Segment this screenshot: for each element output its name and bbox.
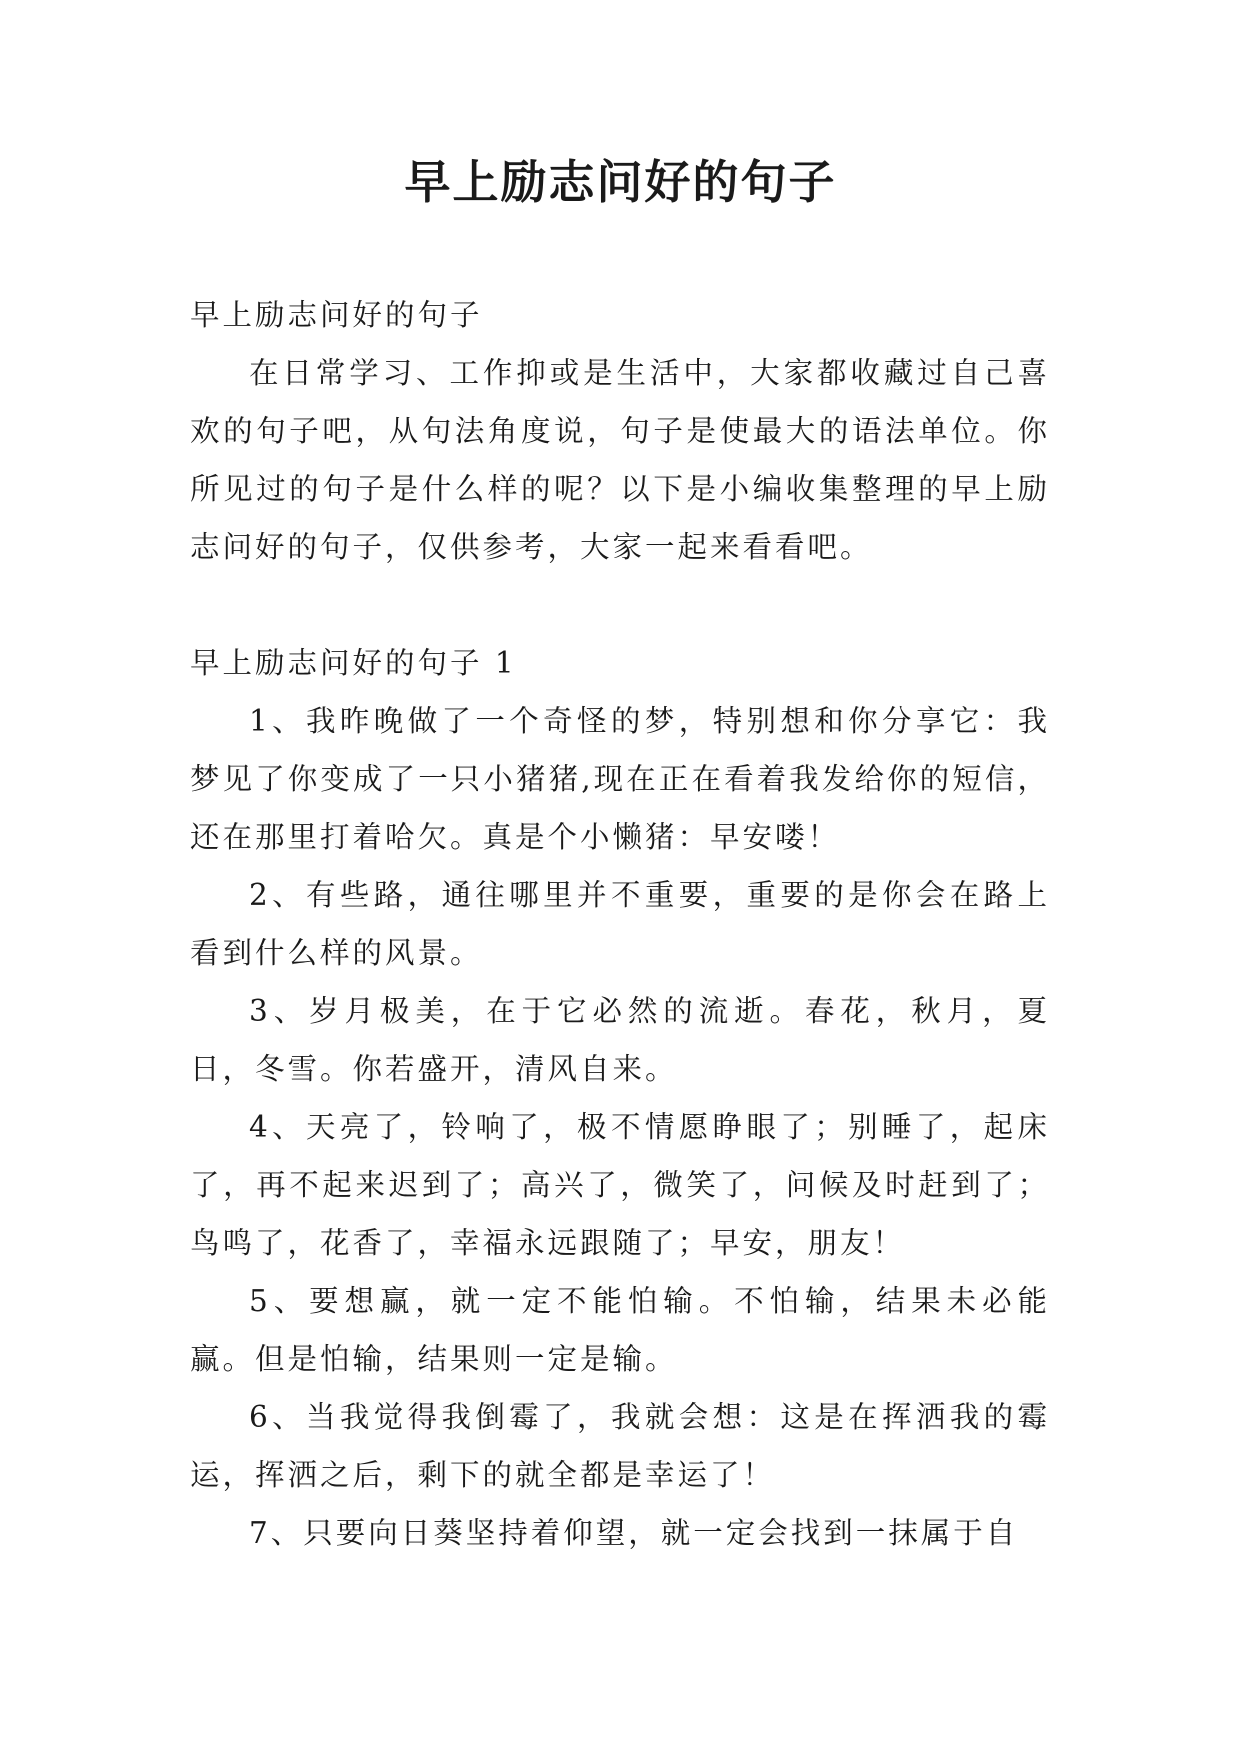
list-item: 4、天亮了，铃响了，极不情愿睁眼了；别睡了，起床了，再不起来迟到了；高兴了，微笑了，问候及时赶到了；鸟鸣了，花香了，幸福永远跟随了；早安，朋友！ [190, 1110, 1050, 1260]
document-title: 早上励志问好的句子 [404, 155, 837, 209]
list-item: 3、岁月极美，在于它必然的流逝。春花，秋月，夏日，冬雪。你若盛开，清风自来。 [190, 994, 1050, 1086]
part-heading: 早上励志问好的句子 1 [190, 646, 517, 680]
paragraph-spacer [190, 576, 1050, 634]
list-item: 7、只要向日葵坚持着仰望，就一定会找到一抹属于自 [249, 1516, 1019, 1550]
document-body [190, 286, 1050, 1562]
section-heading: 早上励志问好的句子 [190, 298, 483, 332]
list-item: 2、有些路，通往哪里并不重要，重要的是你会在路上看到什么样的风景。 [190, 878, 1050, 970]
list-item: 1、我昨晚做了一个奇怪的梦，特别想和你分享它：我梦见了你变成了一只小猪猪,现在正在看着我发给你的短信，还在那里打着哈欠。真是个小懒猪：早安喽！ [190, 704, 1050, 854]
list-item: 5、要想赢，就一定不能怕输。不怕输，结果未必能赢。但是怕输，结果则一定是输。 [190, 1284, 1050, 1376]
intro-paragraph: 在日常学习、工作抑或是生活中，大家都收藏过自己喜欢的句子吧，从句法角度说，句子是使最大的语法单位。你所见过的句子是什么样的呢？以下是小编收集整理的早上励志问好的句子，仅供参考，大家一起来看看吧。 [190, 356, 1050, 564]
list-item: 6、当我觉得我倒霉了，我就会想：这是在挥洒我的霉运，挥洒之后，剩下的就全都是幸运了！ [190, 1400, 1050, 1492]
